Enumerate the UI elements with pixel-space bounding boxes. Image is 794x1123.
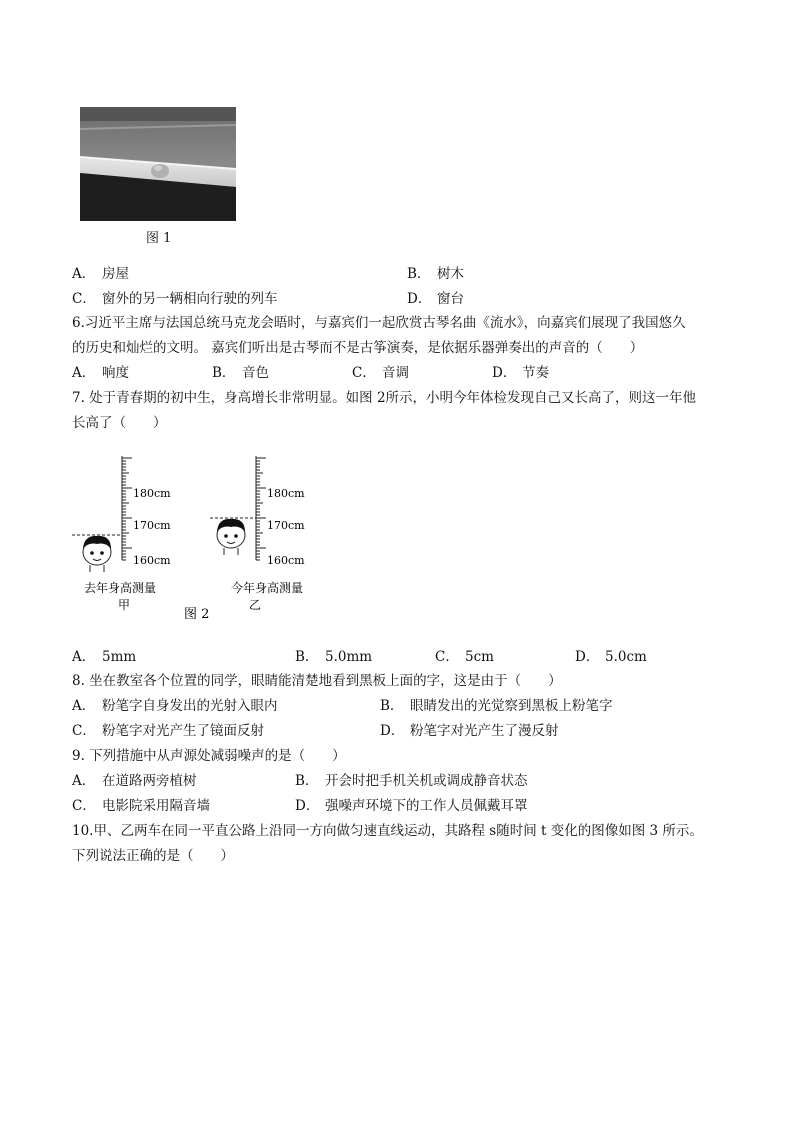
label-yi: 乙 [249, 598, 262, 612]
option-letter: C． [72, 723, 96, 739]
option-letter: D． [575, 649, 600, 665]
option-letter: B． [380, 698, 404, 714]
option-letter: D． [492, 365, 517, 381]
tick-label-180-left: 180cm [133, 487, 171, 500]
q5-option-b[interactable] [407, 264, 464, 284]
option-text: 粉笔字自身发出的光射入眼内 [102, 698, 278, 714]
option-text: 5cm [465, 649, 494, 665]
figure-1-caption: 图 1 [146, 231, 172, 246]
q10-stem-line-2: 下列说法正确的是（ ） [72, 848, 234, 864]
q7-option-d[interactable] [575, 647, 647, 667]
q5-option-c[interactable] [72, 289, 278, 309]
option-letter: C． [435, 649, 459, 665]
label-last-year: 去年身高测量 [84, 581, 157, 595]
option-text: 节奏 [522, 365, 549, 381]
q8-option-a[interactable] [72, 696, 278, 716]
q5-option-a[interactable] [72, 264, 129, 284]
boy-head-right [217, 519, 245, 555]
figure-2-caption: 图 2 [184, 607, 210, 622]
q6-stem-line-2: 的历史和灿烂的文明。 嘉宾们听出是古琴而不是古筝演奏，是依据乐器弹奏出的声音的（ ） [72, 340, 644, 356]
q7-option-a[interactable] [72, 647, 136, 667]
q9-option-a[interactable] [72, 771, 197, 791]
q6-stem-line-1: 6.习近平主席与法国总统马克龙会晤时，与嘉宾们一起欣赏古琴名曲《流水》，向嘉宾们展现了我国悠久 [72, 315, 686, 331]
option-text: 5.0mm [325, 649, 373, 665]
option-letter: A． [72, 365, 96, 381]
q7-stem-line-2: 长高了（ ） [72, 415, 167, 431]
tick-label-180-right: 180cm [267, 487, 305, 500]
option-letter: B． [295, 649, 319, 665]
figure-1-photo [80, 107, 236, 221]
option-text: 窗台 [437, 291, 464, 307]
q5-option-d[interactable] [407, 289, 464, 309]
option-text: 电影院采用隔音墙 [102, 798, 210, 814]
q6-option-b[interactable] [212, 363, 269, 383]
option-text: 5.0cm [605, 649, 647, 665]
option-text: 在道路两旁植树 [102, 773, 197, 789]
option-letter: A． [72, 266, 96, 282]
option-letter: D． [407, 291, 432, 307]
option-letter: D． [295, 798, 320, 814]
q7-option-c[interactable] [435, 647, 494, 667]
q7-option-b[interactable] [295, 647, 372, 667]
option-text: 强噪声环境下的工作人员佩戴耳罩 [325, 798, 528, 814]
option-text: 窗外的另一辆相向行驶的列车 [102, 291, 278, 307]
option-letter: B． [212, 365, 236, 381]
option-letter: D． [380, 723, 405, 739]
q6-option-a[interactable] [72, 363, 129, 383]
tick-label-170-left: 170cm [133, 519, 171, 532]
option-text: 粉笔字对光产生了镜面反射 [102, 723, 264, 739]
option-text: 粉笔字对光产生了漫反射 [410, 723, 559, 739]
q8-stem-line-1: 8. 坐在教室各个位置的同学，眼睛能清楚地看到黑板上面的字，这是由于（ ） [72, 673, 562, 689]
option-letter: A． [72, 649, 96, 665]
option-text: 音色 [242, 365, 269, 381]
q8-option-c[interactable] [72, 721, 264, 741]
option-text: 响度 [102, 365, 129, 381]
option-letter: B． [407, 266, 431, 282]
q9-option-d[interactable] [295, 796, 528, 816]
option-text: 树木 [437, 266, 464, 282]
option-letter: C． [72, 291, 96, 307]
tick-label-160-left: 160cm [133, 554, 171, 567]
q6-option-c[interactable] [352, 363, 409, 383]
ruler-right [256, 456, 266, 560]
label-this-year: 今年身高测量 [231, 581, 304, 595]
option-text: 房屋 [102, 266, 129, 282]
tick-label-170-right: 170cm [267, 519, 305, 532]
option-text: 5mm [102, 649, 137, 665]
q9-option-b[interactable] [295, 771, 528, 791]
option-letter: C． [72, 798, 96, 814]
label-jia: 甲 [118, 598, 131, 612]
option-letter: A． [72, 773, 96, 789]
option-text: 眼睛发出的光觉察到黑板上粉笔字 [410, 698, 613, 714]
q8-option-b[interactable] [380, 696, 613, 716]
option-text: 音调 [382, 365, 409, 381]
boy-head-left [83, 536, 111, 572]
q10-stem-line-1: 10.甲、乙两车在同一平直公路上沿同一方向做匀速直线运动，其路程 s随时间 t 变化的图像如图 3 所示。 [72, 823, 703, 839]
option-text: 开会时把手机关机或调成静音状态 [325, 773, 528, 789]
q9-stem-line-1: 9. 下列措施中从声源处减弱噪声的是（ ） [72, 748, 346, 764]
figure-2 [68, 452, 328, 627]
tick-label-160-right: 160cm [267, 554, 305, 567]
q9-option-c[interactable] [72, 796, 210, 816]
option-letter: A． [72, 698, 96, 714]
q7-stem-line-1: 7. 处于青春期的初中生，身高增长非常明显。如图 2所示，小明今年体检发现自己又长高了，则这一年他 [72, 390, 697, 406]
ruler-left [122, 456, 132, 560]
option-letter: C． [352, 365, 376, 381]
option-letter: B． [295, 773, 319, 789]
q8-option-d[interactable] [380, 721, 559, 741]
q6-option-d[interactable] [492, 363, 549, 383]
